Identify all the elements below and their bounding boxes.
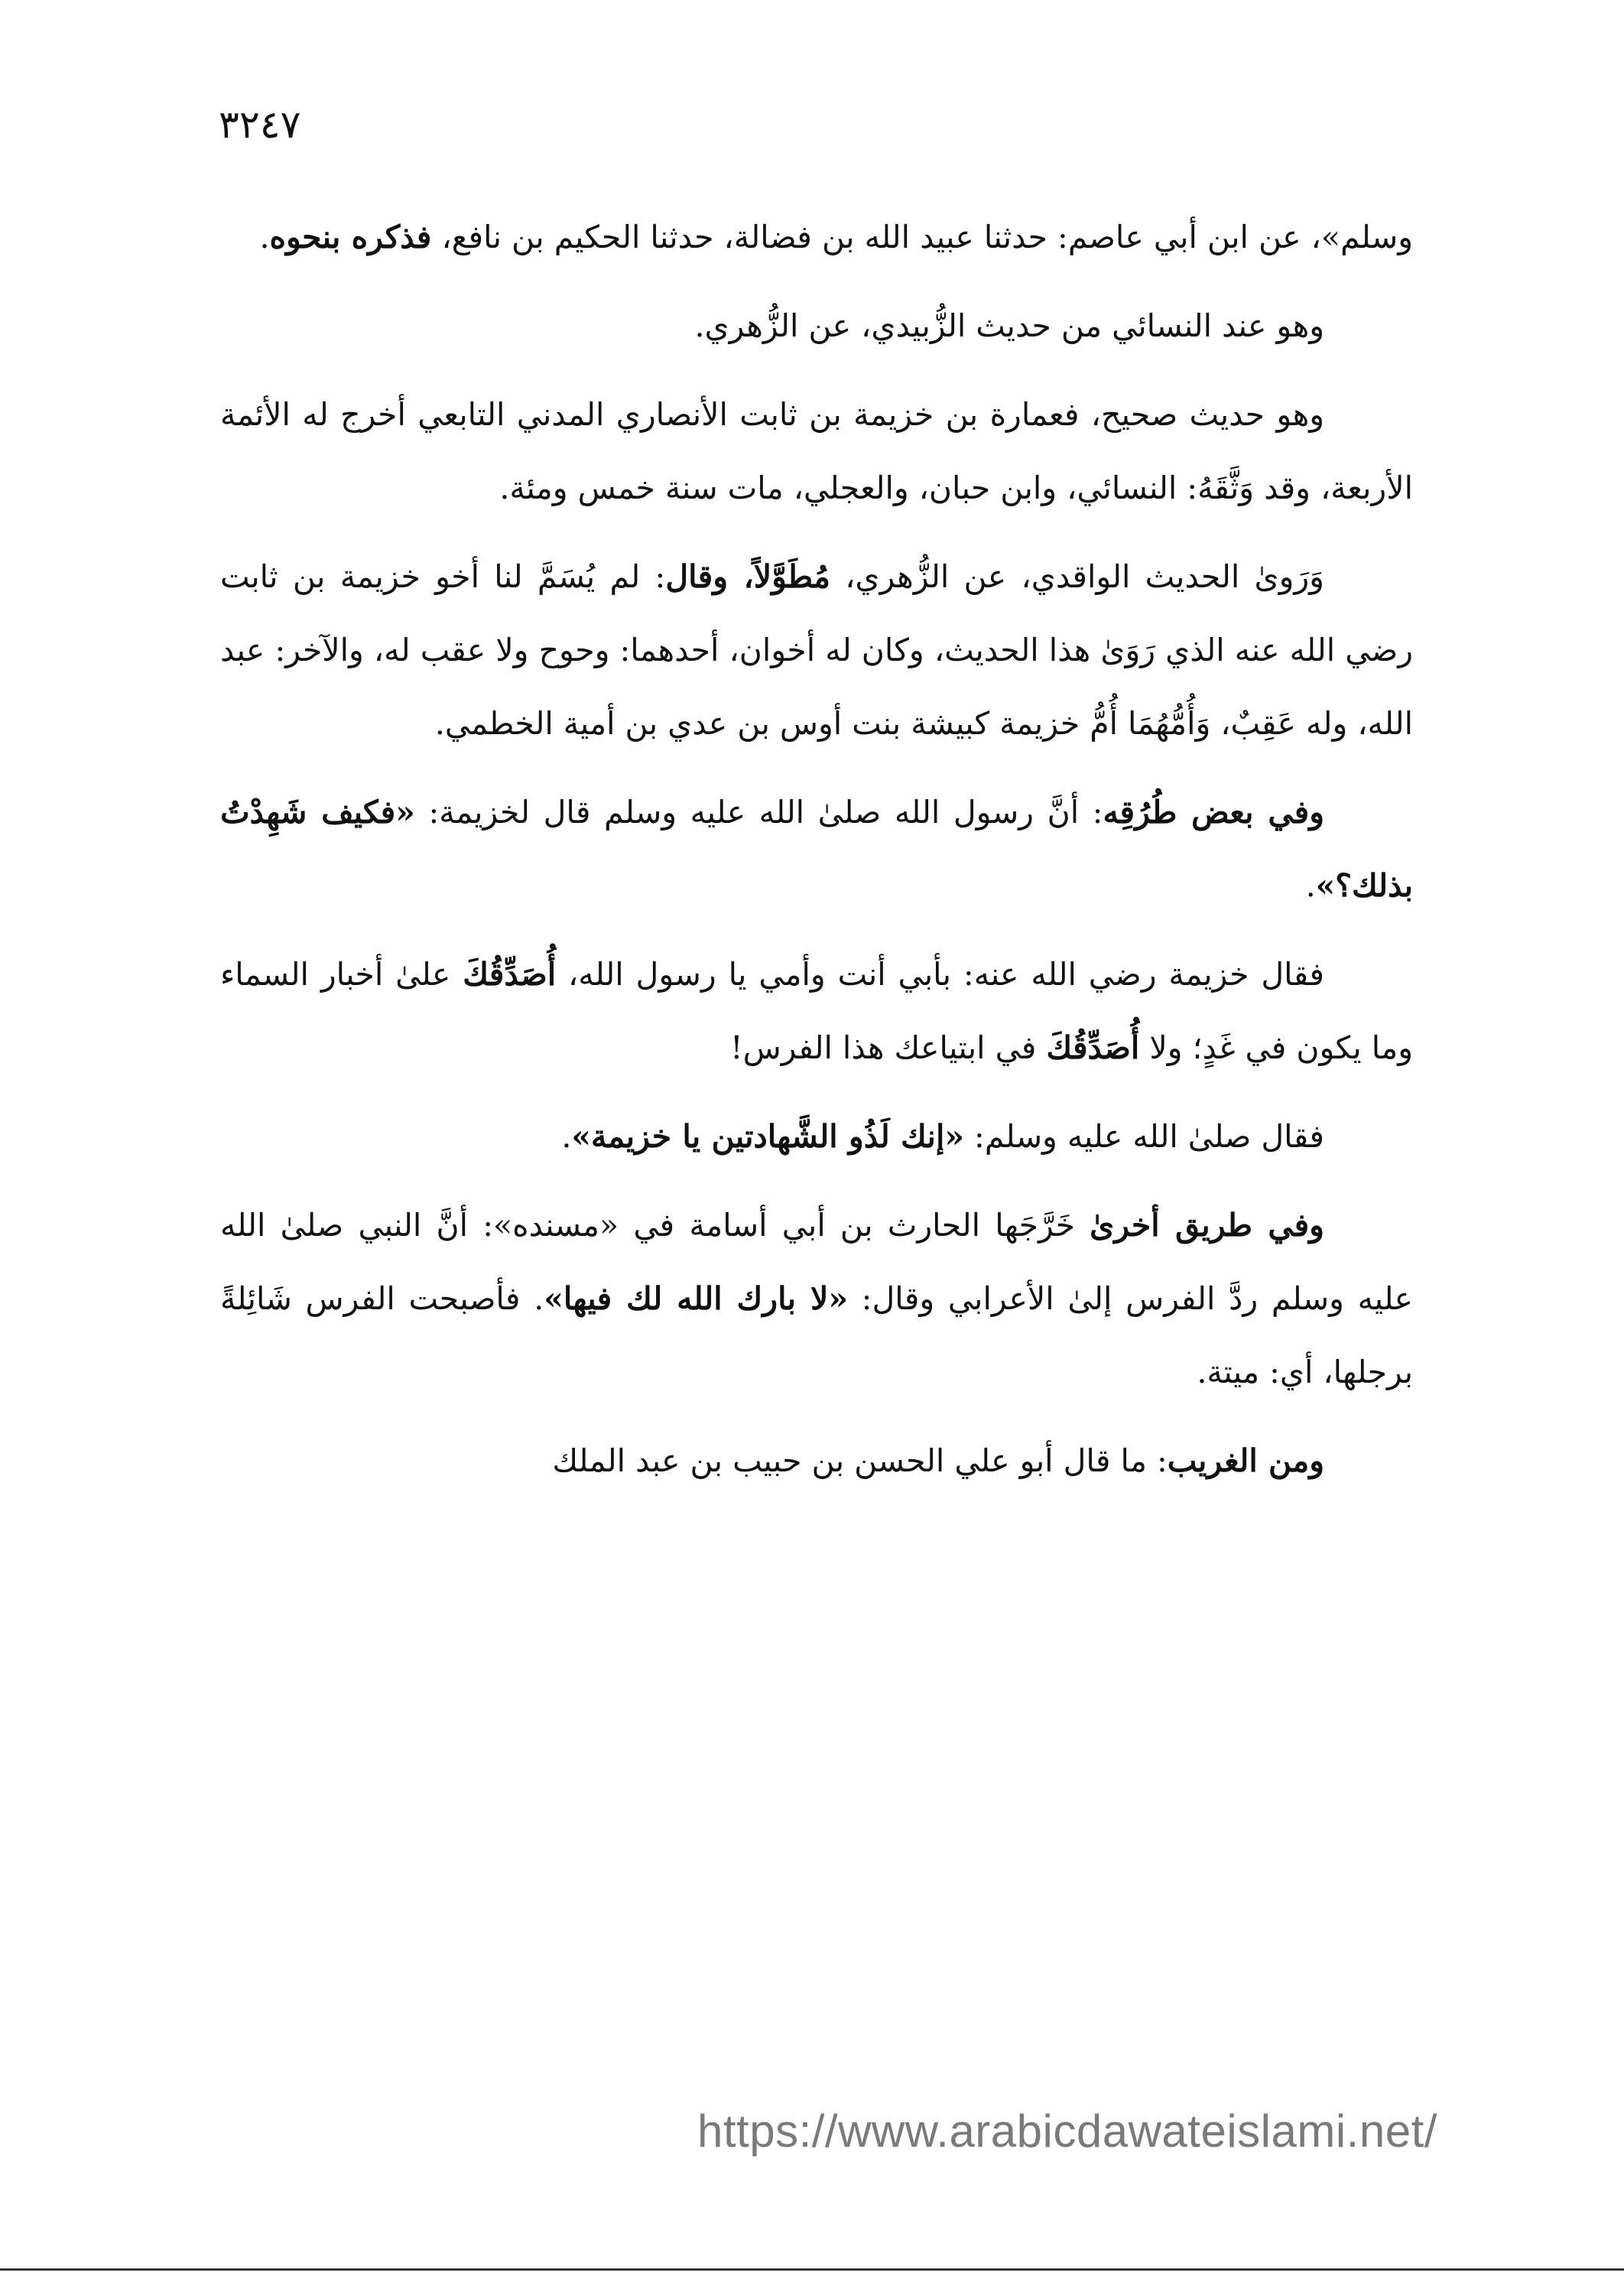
page-number: ٣٢٤٧ bbox=[219, 102, 301, 147]
paragraph bbox=[220, 540, 1413, 760]
text-run: فقال صلىٰ الله عليه وسلم: bbox=[964, 1118, 1324, 1155]
body-text bbox=[220, 200, 1413, 1513]
text-run: وسلم»، عن ابن أبي عاصم: حدثنا عبيد الله بن فضالة، حدثنا الحكيم بن نافع، bbox=[431, 219, 1413, 255]
paragraph bbox=[220, 1100, 1413, 1173]
bold-text-run: وفي طريق أخرىٰ bbox=[1090, 1207, 1324, 1244]
paragraph bbox=[220, 775, 1413, 922]
bold-text-run: «فكيف شَهِدْتُ بذلك؟» bbox=[220, 794, 1413, 904]
text-run: فقال خزيمة رضي الله عنه: بأبي أنت وأمي يا رسول الله، bbox=[556, 956, 1324, 993]
text-run: وهو حديث صحيح، فعمارة بن خزيمة بن ثابت الأنصاري المدني التابعي أخرج له الأئمة الأربعة، وقد وَثَّقَهُ: النسائي، وابن حبان، والعجلي، مات سنة خمس ومئة. bbox=[220, 396, 1413, 506]
text-run: : أنَّ رسول الله صلىٰ الله عليه وسلم قال لخزيمة: bbox=[414, 794, 1103, 831]
paragraph bbox=[220, 1188, 1413, 1409]
text-run: خَرَّجَها الحارث بن أبي أسامة في «مسنده»: أنَّ النبي صلىٰ الله عليه وسلم ردَّ الفرس إلىٰ الأعرابي وقال: bbox=[220, 1207, 1413, 1317]
paragraph bbox=[220, 1424, 1413, 1497]
paragraph bbox=[220, 938, 1413, 1084]
bold-text-run: «إنك لَذُو الشَّهادتين يا خزيمة» bbox=[571, 1118, 964, 1155]
paragraph bbox=[220, 200, 1413, 274]
text-run: علىٰ أخبار السماء وما يكون في غَدٍ؛ ولا bbox=[220, 956, 1413, 1066]
bold-text-run: «لا بارك الله لك فيها» bbox=[544, 1280, 848, 1317]
bottom-rule bbox=[0, 2268, 1624, 2271]
paragraph bbox=[220, 378, 1413, 525]
watermark-url: https://www.arabicdawateislami.net/ bbox=[697, 2105, 1437, 2157]
text-run: وَرَوىٰ الحديث الواقدي، عن الزُّهري، bbox=[830, 558, 1324, 595]
bold-text-run: وفي بعض طُرُقِه bbox=[1103, 794, 1324, 831]
bold-text-run: فذكره بنحوه bbox=[269, 219, 432, 255]
paragraph bbox=[220, 289, 1413, 363]
text-run: . فأصبحت الفرس شَائِلةً برجلها، أي: ميتة. bbox=[220, 1280, 1413, 1390]
text-run: : لم يُسَمَّ لنا أخو خزيمة بن ثابت رضي الله عنه الذي رَوَىٰ هذا الحديث، وكان له أخوان، أحدهما: وحوح ولا عقب له، والآخر: عبد الله، وله عَقِبٌ، وَأُمُّهُمَا أُمُّ خزيمة كبيشة بنت أوس بن عدي بن أمية الخطمي. bbox=[220, 558, 1413, 742]
text-run: في ابتياعك هذا الفرس! bbox=[730, 1029, 1047, 1066]
text-run: . bbox=[561, 1118, 572, 1155]
bold-text-run: أُصَدِّقُكَ bbox=[1046, 1029, 1140, 1066]
bold-text-run: أُصَدِّقُكَ bbox=[463, 956, 557, 993]
bold-text-run: مُطَوَّلاً، وقال bbox=[665, 558, 830, 595]
bold-text-run: ومن الغريب bbox=[1167, 1442, 1324, 1479]
text-run: . bbox=[1305, 867, 1316, 904]
text-run: : ما قال أبو علي الحسن بن حبيب بن عبد الملك bbox=[552, 1442, 1168, 1479]
text-run: . bbox=[259, 219, 270, 255]
text-run: وهو عند النسائي من حديث الزُّبيدي، عن الزُّهري. bbox=[694, 307, 1324, 344]
